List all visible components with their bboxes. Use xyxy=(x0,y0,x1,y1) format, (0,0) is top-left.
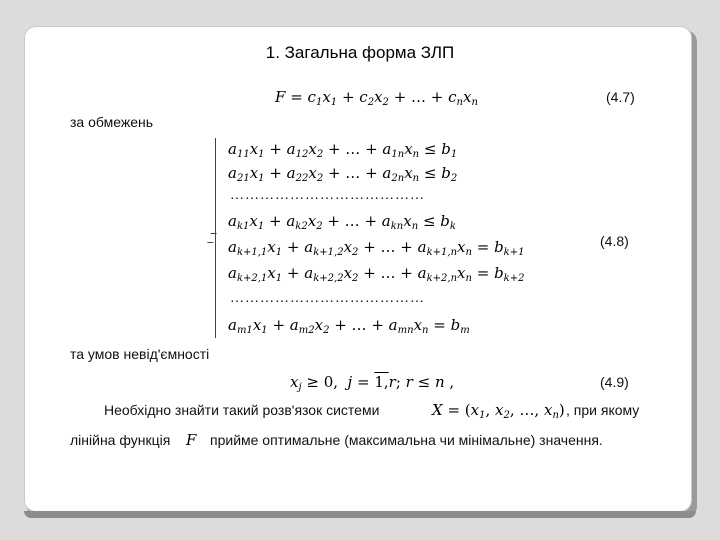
constraint-row-2: $a_{21}x_1 + a_{22}x_2$ + … + $a_{2n}x_n \le b_2$ xyxy=(228,164,458,184)
equation-number-4-8: (4.8) xyxy=(600,233,629,249)
constraint-row-1: $a_{11}x_1 + a_{12}x_2$ + … + $a_{1n}x_n \le b_1$ xyxy=(228,140,458,160)
equation-number-4-7: (4.7) xyxy=(606,89,635,105)
nonnegativity-formula: $x_j \ge 0$, j = 1,r; r ≤ n , xyxy=(290,373,455,393)
system-brace xyxy=(215,138,222,338)
equation-number-4-9: (4.9) xyxy=(600,374,629,390)
paragraph-line-1-end: , при якому xyxy=(566,402,640,418)
function-symbol-f: F xyxy=(186,431,197,449)
constraint-row-k-plus-2: $a_{k+2,1}x_1 + a_{k+2,2}x_2$ + … + $a_{k+2,n}x_n = b_{k+2}$ xyxy=(228,264,525,284)
constraint-ellipsis-2: ………………………………… xyxy=(230,291,425,306)
nonnegativity-label: та умов невід'ємності xyxy=(70,346,210,362)
objective-formula: $F = c_1x_1 + c_2x_2$ + … + $c_nx_n$ xyxy=(275,88,478,108)
constraint-row-k: $a_{k1}x_1 + a_{k2}x_2$ + … + $a_{kn}x_n \le b_k$ xyxy=(228,212,456,232)
constraint-row-k-plus-1: $a_{k+1,1}x_1 + a_{k+1,2}x_2$ + … + $a_{k+1,n}x_n = b_{k+1}$ xyxy=(228,238,525,258)
constraint-ellipsis-1: ………………………………… xyxy=(230,188,425,203)
paragraph-line-2-end: прийме оптимальне (максимальна чи мінімальне) значення. xyxy=(210,432,603,448)
slide-title: 1. Загальна форма ЗЛП xyxy=(265,43,455,62)
slide-bottom-bar xyxy=(24,511,696,518)
constraints-label: за обмежень xyxy=(70,114,154,130)
constraint-row-m: $a_{m1}x_1 + a_{m2}x_2$ + … + $a_{mn}x_n = b_m$ xyxy=(228,316,470,336)
solution-vector-formula: $X = (x_1$, $x_2$, …, $x_n$) xyxy=(432,401,565,421)
paragraph-line-2-start: лінійна функція xyxy=(70,432,171,448)
paragraph-line-1-start: Необхідно знайти такий розв'язок системи xyxy=(104,402,380,418)
